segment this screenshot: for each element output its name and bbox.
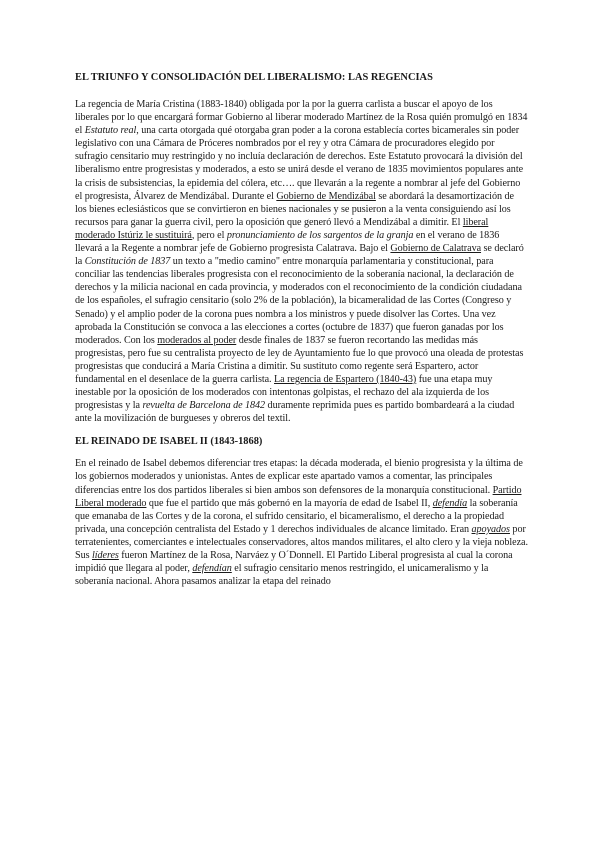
underlined-moderados-poder: moderados al poder [157,334,237,346]
text-run: , una carta otorgada qué otorgaba gran poder a la corona establecía cortes bicamerales sin poder legislativo con una Cámara de Próceres nombrados por el rey y otra Cámara de procuradores elegido por sufragio censitario muy restringido y no incluía declaración de derechos. Este Estatuto provocará la división del liberalismo entre progresistas y moderados, a esto se unirá desde el verano de 1835 movimientos populares ante la crisis de subsistencias, la epidemia del cólera, etc…. que llevarán a la regente a nombrar al jefe del Gobierno el progresista, Álvarez de Mendizábal. Durante el [75,125,524,202]
emphasis-defendian: defendían [192,563,232,575]
paragraph-isabel-ii [75,457,528,588]
paragraph-regencias [75,98,528,425]
text-run: un texto a "medio camino" entre monarquía parlamentaria y constitucional, para conciliar las tendencias liberales progresista con el reconocimiento de la soberanía nacional, la declaración de derechos y la milicia nacional en cada provincia, y moderados con el reconocimiento de la condición ciudadana de los españoles, el sufragio censitario (solo 2% de la población), la bicameralidad de las Cortes (Congreso y Senado) y el amplio poder de la corona pues nombra a los ministros y puede disolver las Cortes. Una vez aprobada la Constitución se convoca a las elecciones a cortes (octubre de 1837) que fueron ganadas por los moderados. Con los [75,256,522,346]
document-page [75,71,528,588]
text-run: el sufragio censitario menos restringido, el unicameralismo y la soberanía nacional. Ahora pasamos analizar la etapa del reinado [75,563,489,588]
emphasis-estatuto-real: Estatuto real [84,125,137,137]
underlined-isturiz: liberal moderado Istúriz le sustituirá [75,216,489,241]
text-run: , pero el [191,229,227,241]
section-title-isabel-ii: EL REINADO DE ISABEL II (1843-1868) [75,436,263,448]
text-run: En el reinado de Isabel debemos diferenciar tres etapas: la década moderada, el bienio progresista y la última de los gobiernos moderados y unionistas. Antes de explicar este apartado vamos a comentar, las principales diferencias entre los dos partidos liberales si bien ambos son defensores de la monarquía constitucional. [75,458,523,496]
text-run: desde finales de 1837 se fueron recortando las medidas más progresistas, pero fue su centralista proyecto de ley de Ayuntamiento fue lo que provocó una oleada de protestas progresistas que conducirá a María Cristina a dimitir. Su sustituto como regente será Espartero, actor fundamental en el desenlace de la guerra carlista. [75,334,524,385]
text-run: se declaró la [75,243,524,268]
emphasis-lideres: líderes [91,550,119,561]
text-run: que fue el partido que más gobernó en la mayoría de edad de Isabel II, [146,497,433,509]
text-run: se abordará la desamortización de los bienes eclesiásticos que se convirtieron en bienes nacionales y se pusieron a la venta consiguiendo así los recursos para ganar la guerra civil, pero la oposición que generó llevó a Mendizábal a dimitir. El [75,190,514,228]
emphasis-defendia: defendía [432,497,468,509]
text-run: duramente reprimida pues es partido bombardeará a la ciudad ante la movilización de burgueses y obreros del textil. [75,400,515,425]
page-title: EL TRIUNFO Y CONSOLIDACIÓN DEL LIBERALISMO: LAS REGENCIAS [75,72,433,83]
underlined-partido-moderado: Partido Liberal moderado [75,484,522,509]
underlined-gobierno-mendizabal: Gobierno de Mendizábal [276,190,376,202]
underlined-gobierno-calatrava: Gobierno de Calatrava [390,243,482,255]
text-run: fueron Martínez de la Rosa, Narváez y O´Donnell. El Partido Liberal progresista al cual la corona impidió que llegara al poder, [75,550,513,575]
text-run: fue una etapa muy inestable por la oposición de los moderados con intentonas golpistas, el rechazo del ala izquierda de los progresistas y la [75,373,493,412]
text-run: la soberanía que emanaba de las Cortes y de la corona, el sufrido censitario, el bicameralismo, el derecho a la propiedad privada, una concepción centralista del Estado y 1 derechos individuales de alcance limitado. Eran [75,497,518,535]
text-run: en el verano de 1836 llevará a la Regente a nombrar jefe de Gobierno progresista Calatrava. Bajo el [75,229,500,255]
text-run: por terratenientes, comerciantes e intelectuales conservadores, altos mandos militares, el alto clero y la vieja nobleza. Sus [75,523,528,561]
emphasis-apoyados: apoyados [471,523,510,535]
text-run: La regencia de María Cristina (1883-1840) obligada por la por la guerra carlista a buscar el apoyo de los liberales por lo que encargará formar Gobierno al liberar moderado Martínez de la Rosa quién promulgó en 1834 el [75,99,528,137]
emphasis-sargentos-granja: pronunciamiento de los sargentos de la granja [226,229,414,241]
emphasis-constitucion-1837: Constitución de 1837 [84,256,171,268]
underlined-regencia-espartero: La regencia de Espartero (1840-43) [274,373,417,385]
emphasis-revuelta-barcelona: revuelta de Barcelona de 1842 [142,400,266,412]
